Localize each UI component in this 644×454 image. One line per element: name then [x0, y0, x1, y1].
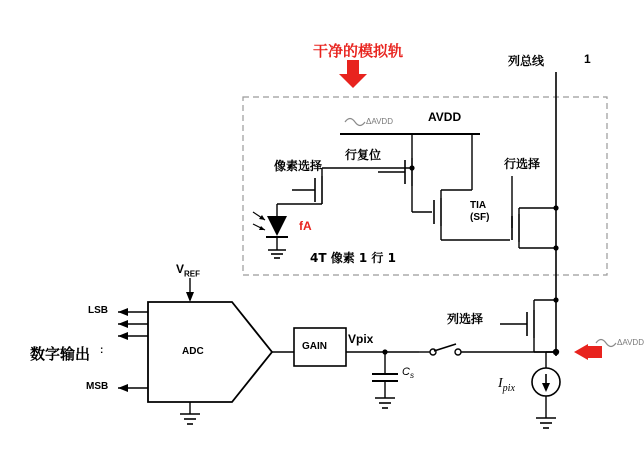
avdd-label: AVDD [428, 110, 462, 124]
adc-out-arrow-2 [118, 320, 128, 328]
avdd-noise-squiggle-bottom [596, 340, 616, 347]
fd-node-dot [409, 165, 414, 170]
photodiode-triangle [267, 216, 287, 236]
photodiode-light-arrowhead-1 [259, 215, 265, 220]
row-reset-label: 行复位 [345, 148, 382, 162]
cs-main: C [402, 366, 410, 378]
column-bus-label: 列总线 [508, 54, 545, 68]
red-arrow-top [339, 60, 367, 88]
cs-subscript: s [409, 371, 414, 381]
pixel-select-label: 像素选择 [274, 159, 323, 173]
vref-label [176, 262, 200, 278]
ipix-label [498, 376, 515, 394]
vref-subscript: REF [184, 269, 201, 279]
colbus-node-dot-3 [553, 297, 558, 302]
vpix-label: Vpix [348, 332, 374, 346]
avdd-noise-squiggle-top [345, 119, 365, 126]
adc-out-lsb-arrow [118, 308, 128, 316]
ipix-main: I [498, 376, 503, 391]
digital-output-label: 数字输出 [30, 345, 91, 363]
red-arrow-right [574, 344, 602, 360]
colbus-node-dot-2 [553, 245, 558, 250]
pixel-description: 4T 像素 1 行 1 [310, 251, 396, 265]
adc-out-arrow-3 [118, 332, 128, 340]
row-select-label: 行选择 [504, 157, 541, 171]
column-bus-index: 1 [584, 52, 591, 66]
avdd-noise-label-top: ΔAVDD [366, 117, 393, 126]
gain-block-label: GAIN [302, 341, 327, 352]
clean-rail-annotation: 干净的模拟轨 [313, 42, 404, 60]
colbus-node-dot-1 [553, 205, 558, 210]
bit-dots-label: : [100, 345, 104, 356]
cs-label [402, 366, 414, 380]
fa-label: fA [299, 219, 312, 233]
tia-label: TIA [470, 200, 487, 211]
lsb-label: LSB [88, 305, 108, 316]
vref-main: V [176, 262, 185, 276]
avdd-noise-label-bottom: ΔAVDD [617, 338, 644, 347]
adc-block-shape [148, 302, 272, 402]
current-source-arrowhead [542, 383, 550, 392]
sf-label: (SF) [470, 212, 490, 223]
column-select-label: 列选择 [447, 312, 484, 326]
ipix-subscript: pix [502, 382, 515, 394]
adc-out-msb-arrow [118, 384, 128, 392]
switch-blade [434, 344, 456, 351]
switch-right-terminal [455, 349, 461, 355]
vref-arrowhead [186, 292, 194, 302]
msb-label: MSB [86, 381, 109, 392]
adc-block-label: ADC [182, 346, 204, 357]
